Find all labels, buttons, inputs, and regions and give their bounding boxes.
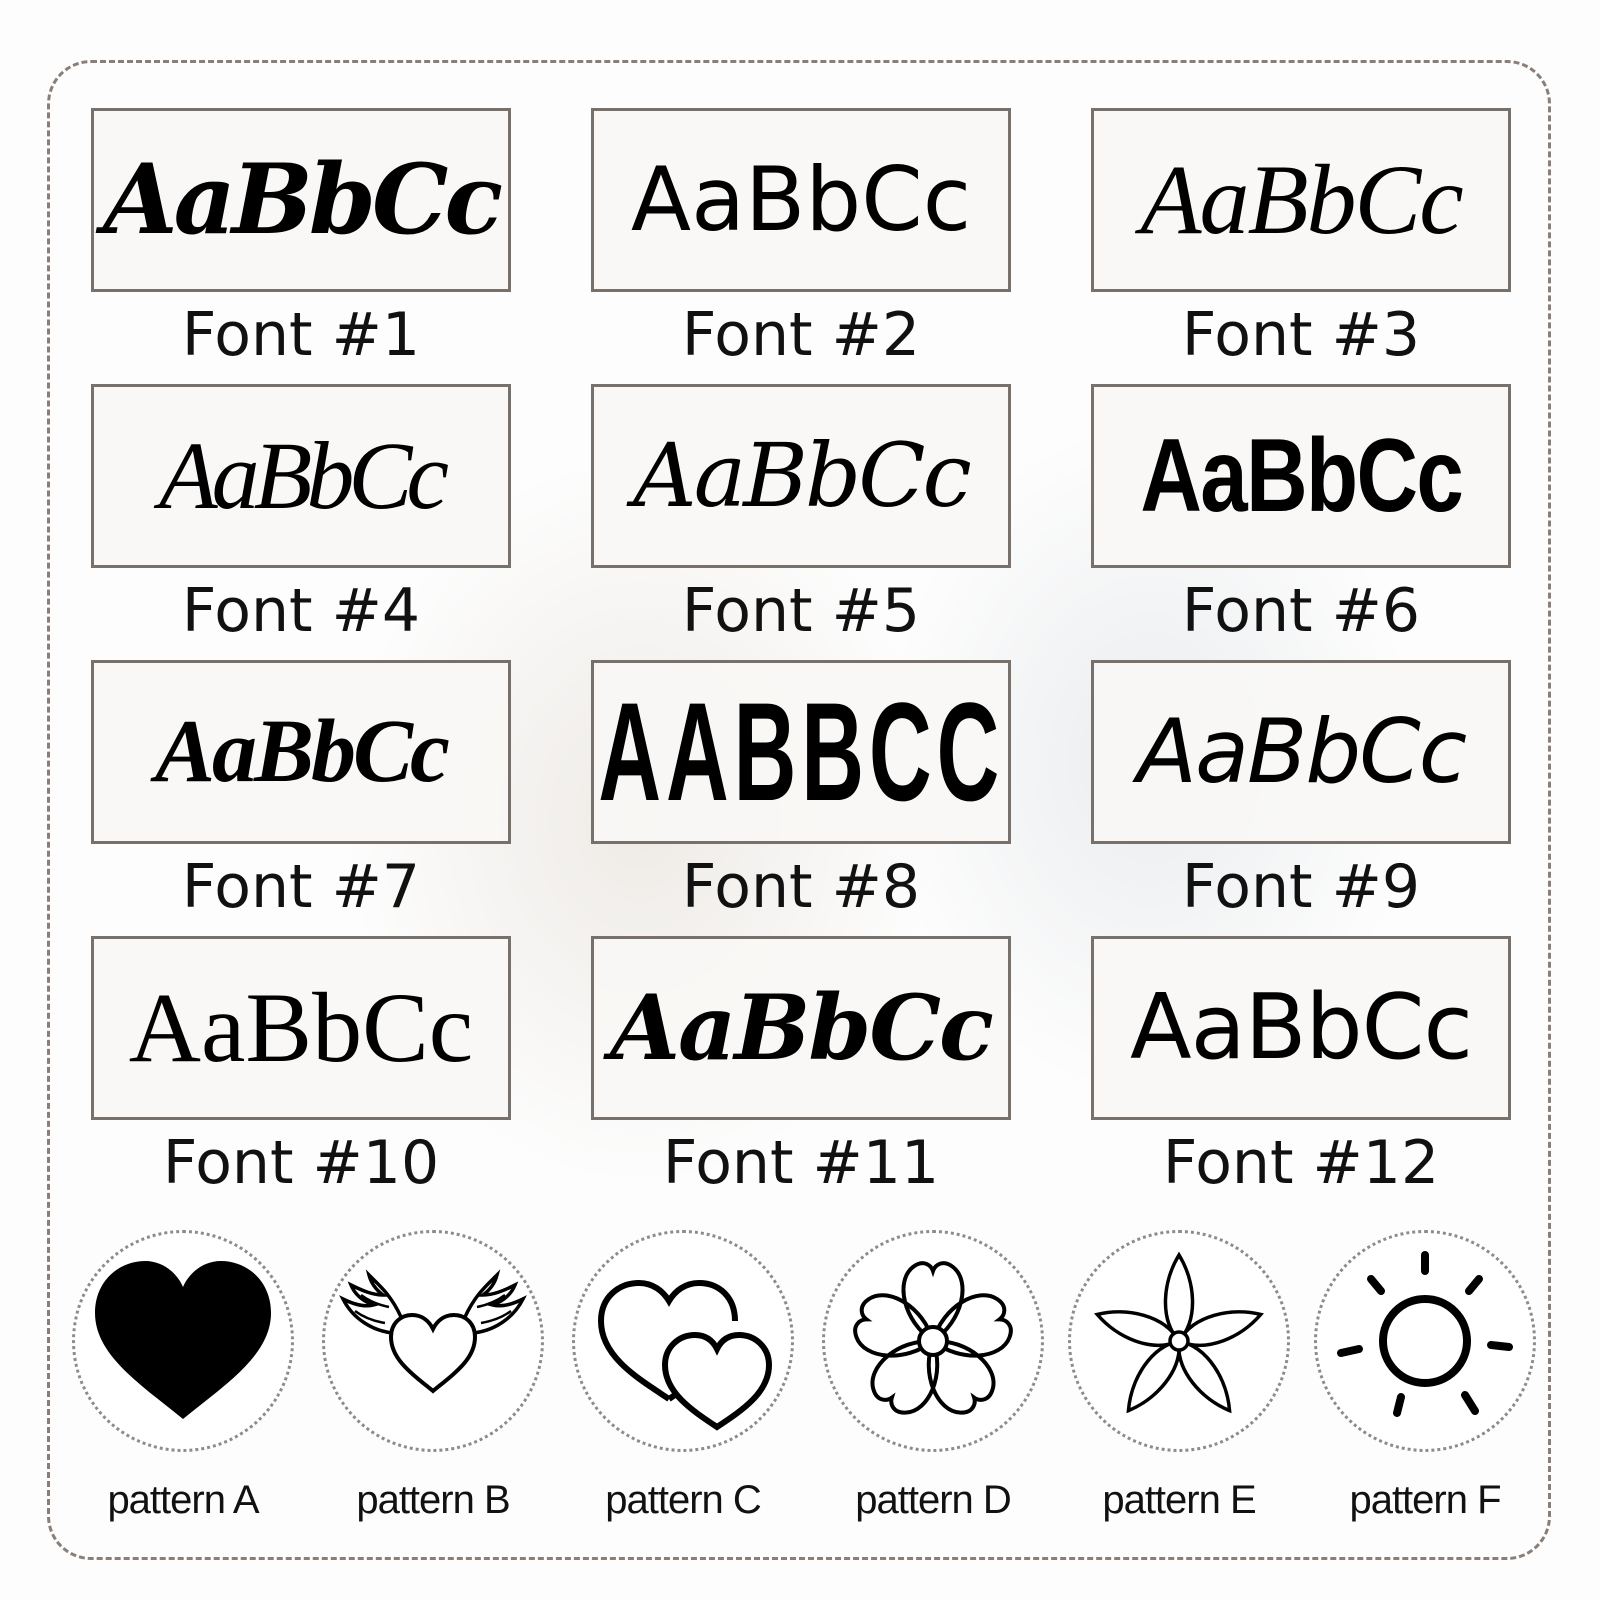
pattern-options-row [0, 1230, 1600, 1550]
font-sample-text: AaBbCc [1140, 418, 1462, 534]
font-sample-box [591, 660, 1011, 844]
font-option-3[interactable] [1091, 108, 1511, 373]
pattern-circle [72, 1230, 294, 1452]
font-label: Font #8 [681, 852, 921, 922]
font-option-4[interactable] [91, 384, 511, 649]
font-sample-text: AaBbCc [633, 424, 969, 527]
pattern-circle [572, 1230, 794, 1452]
font-label: Font #3 [1181, 300, 1421, 370]
font-label: Font #7 [181, 852, 421, 922]
font-sample-box [591, 108, 1011, 292]
font-sample-text: AaBbCc [1130, 975, 1472, 1080]
font-sample-text: AaBbCc [159, 422, 443, 529]
pattern-label: pattern F [1349, 1478, 1501, 1522]
font-sample-box [1091, 936, 1511, 1120]
font-label: Font #12 [1162, 1128, 1440, 1198]
font-sample-box [91, 660, 511, 844]
font-sample-text: AaBbCc [103, 143, 499, 256]
pattern-label: pattern D [855, 1478, 1011, 1522]
pattern-circle [822, 1230, 1044, 1452]
font-option-6[interactable] [1091, 384, 1511, 649]
font-sample-text: AaBbCc [1136, 700, 1466, 803]
font-label: Font #4 [181, 576, 421, 646]
font-option-10[interactable] [91, 936, 511, 1201]
font-label: Font #5 [681, 576, 921, 646]
font-sample-text: AaBbCc [128, 972, 474, 1083]
font-sample-box [1091, 108, 1511, 292]
font-option-11[interactable] [591, 936, 1011, 1201]
pointed-petal-flower-icon [1079, 1241, 1279, 1441]
pattern-option-f[interactable] [1310, 1230, 1540, 1530]
pattern-option-a[interactable] [68, 1230, 298, 1530]
font-sample-text: AaBbCc [610, 975, 992, 1081]
winged-heart-icon [333, 1241, 533, 1441]
pattern-circle [322, 1230, 544, 1452]
font-option-2[interactable] [591, 108, 1011, 373]
font-label: Font #10 [162, 1128, 440, 1198]
font-sample-text: AABBCC [598, 673, 1004, 830]
pattern-label: pattern C [605, 1478, 761, 1522]
font-sample-box [1091, 384, 1511, 568]
pattern-label: pattern A [107, 1478, 259, 1522]
font-option-8[interactable] [591, 660, 1011, 925]
font-sample-box [91, 936, 511, 1120]
font-sample-box [91, 108, 511, 292]
font-sample-box [91, 384, 511, 568]
font-option-12[interactable] [1091, 936, 1511, 1201]
pattern-label: pattern E [1102, 1478, 1256, 1522]
font-sample-box [591, 936, 1011, 1120]
pattern-option-b[interactable] [318, 1230, 548, 1530]
font-option-5[interactable] [591, 384, 1011, 649]
font-label: Font #1 [181, 300, 421, 370]
font-sample-text: AaBbCc [630, 148, 972, 251]
sun-icon [1325, 1241, 1525, 1441]
font-option-9[interactable] [1091, 660, 1511, 925]
double-heart-icon [583, 1241, 783, 1441]
pattern-circle [1314, 1230, 1536, 1452]
font-label: Font #9 [1181, 852, 1421, 922]
pattern-circle [1068, 1230, 1290, 1452]
pattern-option-e[interactable] [1064, 1230, 1294, 1530]
font-label: Font #6 [1181, 576, 1421, 646]
pattern-option-d[interactable] [818, 1230, 1048, 1530]
font-label: Font #2 [681, 300, 921, 370]
font-sample-box [1091, 660, 1511, 844]
solid-heart-icon [83, 1241, 283, 1441]
five-petal-flower-icon [833, 1241, 1033, 1441]
font-option-1[interactable] [91, 108, 511, 373]
pattern-label: pattern B [356, 1478, 510, 1522]
font-label: Font #11 [662, 1128, 940, 1198]
font-option-7[interactable] [91, 660, 511, 925]
font-sample-box [591, 384, 1011, 568]
pattern-option-c[interactable] [568, 1230, 798, 1530]
font-sample-text: AaBbCc [154, 702, 448, 801]
font-sample-text: AaBbCc [1140, 144, 1462, 255]
